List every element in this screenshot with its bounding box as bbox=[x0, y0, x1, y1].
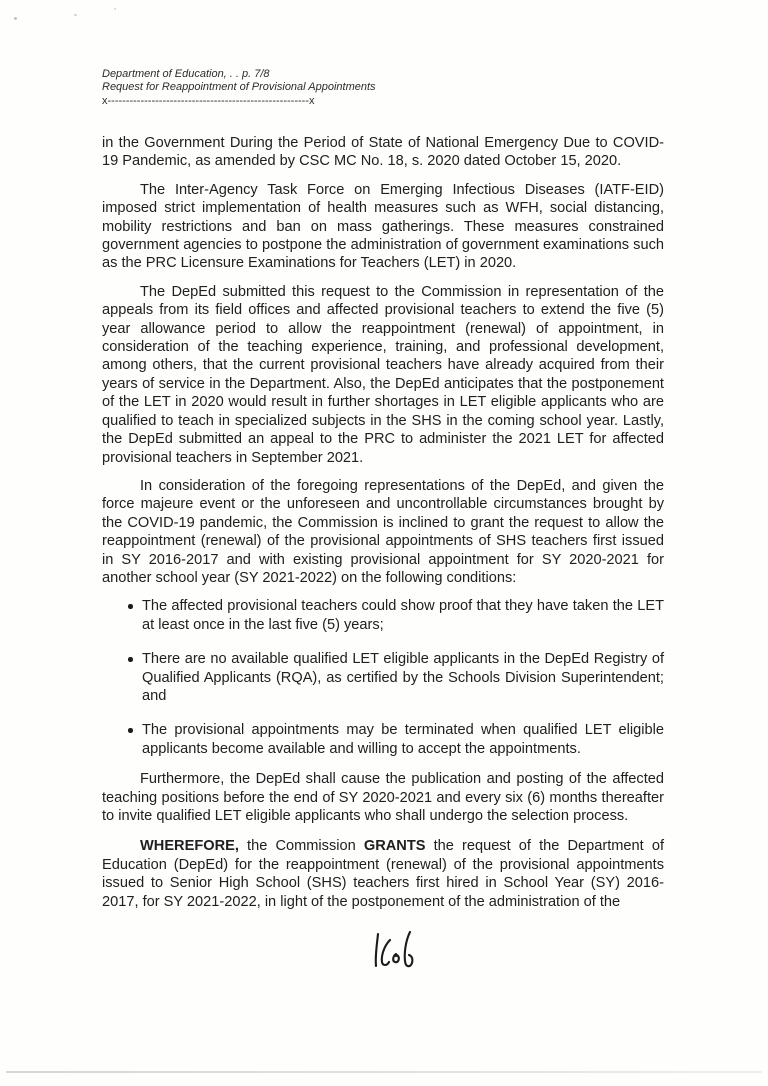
grants-keyword: GRANTS bbox=[363, 838, 426, 855]
list-item bbox=[102, 597, 664, 634]
bullet-icon bbox=[128, 728, 133, 733]
bullet-text: The provisional appointments may be terminated when qualified LET eligible applicants become available and willing to accept the appointments. bbox=[142, 722, 664, 757]
paragraph-furthermore: Furthermore, the DepEd shall cause the publication and posting of the affected teaching positions before the end of SY 2020-2021 and every six (6) months thereafter to invite qualified LET eligible applicants who shall undergo the selection process. bbox=[102, 771, 664, 824]
list-item bbox=[102, 650, 664, 705]
scan-edge-line bbox=[6, 1071, 762, 1073]
bullet-icon bbox=[128, 604, 133, 609]
wherefore-mid-text: the Commission bbox=[238, 838, 364, 855]
paragraph-continuation: in the Government During the Period of State of National Emergency Due to COVID-19 Pandemic, as amended by CSC MC No. 18, s. 2020 dated October 15, 2020. bbox=[102, 135, 664, 170]
header-separator: x-------------------------------------------------------x bbox=[102, 95, 315, 107]
scan-speck bbox=[114, 8, 116, 10]
conditions-list bbox=[102, 597, 664, 758]
paragraph-deped-request: The DepEd submitted this request to the Commission in representation of the appeals from its field offices and affected provisional teachers to extend the five (5) year allowance period to allow the reappointment (renewal) of appointment, in consideration of the teaching experience, training, and professional development, among others, that the current provisional teachers have already acquired from their years of service in the Department. Also, the DepEd anticipates that the postponement of the LET in 2020 would result in further shortages in LET eligible applicants who are qualified to teach in specialized subjects in the SHS in the coming school year. Lastly, the DepEd submitted an appeal to the PRC to administer the 2021 LET for affected provisional teachers in September 2021. bbox=[102, 283, 664, 466]
scan-speck bbox=[74, 14, 77, 16]
bullet-text: There are no available qualified LET eligible applicants in the DepEd Registry of Qualified Applicants (RQA), as certified by the Schools Division Superintendent; and bbox=[142, 651, 664, 704]
wherefore-keyword: WHEREFORE, bbox=[140, 838, 239, 855]
paragraph-commission-conditions: In consideration of the foregoing representations of the DepEd, and given the force majeure event or the unforeseen and uncontrollable circumstances brought by the COVID-19 pandemic, the Commission is inclined to grant the request to allow the reappointment (renewal) of the provisional appointments of SHS teachers first issued in SY 2016-2017 and with existing provisional appointment for SY 2020-2021 for another school year (SY 2021-2022) on the following conditions: bbox=[102, 477, 664, 586]
document-content bbox=[102, 68, 664, 921]
paragraph-iatf: The Inter-Agency Task Force on Emerging Infectious Diseases (IATF-EID) imposed strict implementation of health measures such as WFH, social distancing, mobility restrictions and ban on mass gatherings. These measures constrained government agencies to postpone the administration of government examinations such as the PRC Licensure Examinations for Teachers (LET) in 2020. bbox=[102, 181, 664, 272]
scan-speck bbox=[14, 17, 17, 20]
paragraph-wherefore bbox=[102, 837, 664, 911]
wherefore-rest-text: the request of the Department of Education (DepEd) for the reappointment (renewal) of the provisional appointments issued to Senior High School (SHS) teachers first hired in School Year (SY) 2016-2017, for SY 2021-2022, in light of the postponement of the administration of the bbox=[102, 838, 665, 910]
bullet-icon bbox=[128, 657, 133, 662]
bullet-text: The affected provisional teachers could show proof that they have taken the LET at least once in the last five (5) years; bbox=[142, 598, 664, 633]
signature-initials-icon bbox=[368, 928, 420, 976]
header-source-line: Department of Education, . . p. 7/8 bbox=[102, 68, 270, 80]
document-header bbox=[102, 68, 664, 108]
list-item bbox=[102, 721, 664, 758]
header-subject-line: Request for Reappointment of Provisional Appointments bbox=[102, 81, 376, 93]
